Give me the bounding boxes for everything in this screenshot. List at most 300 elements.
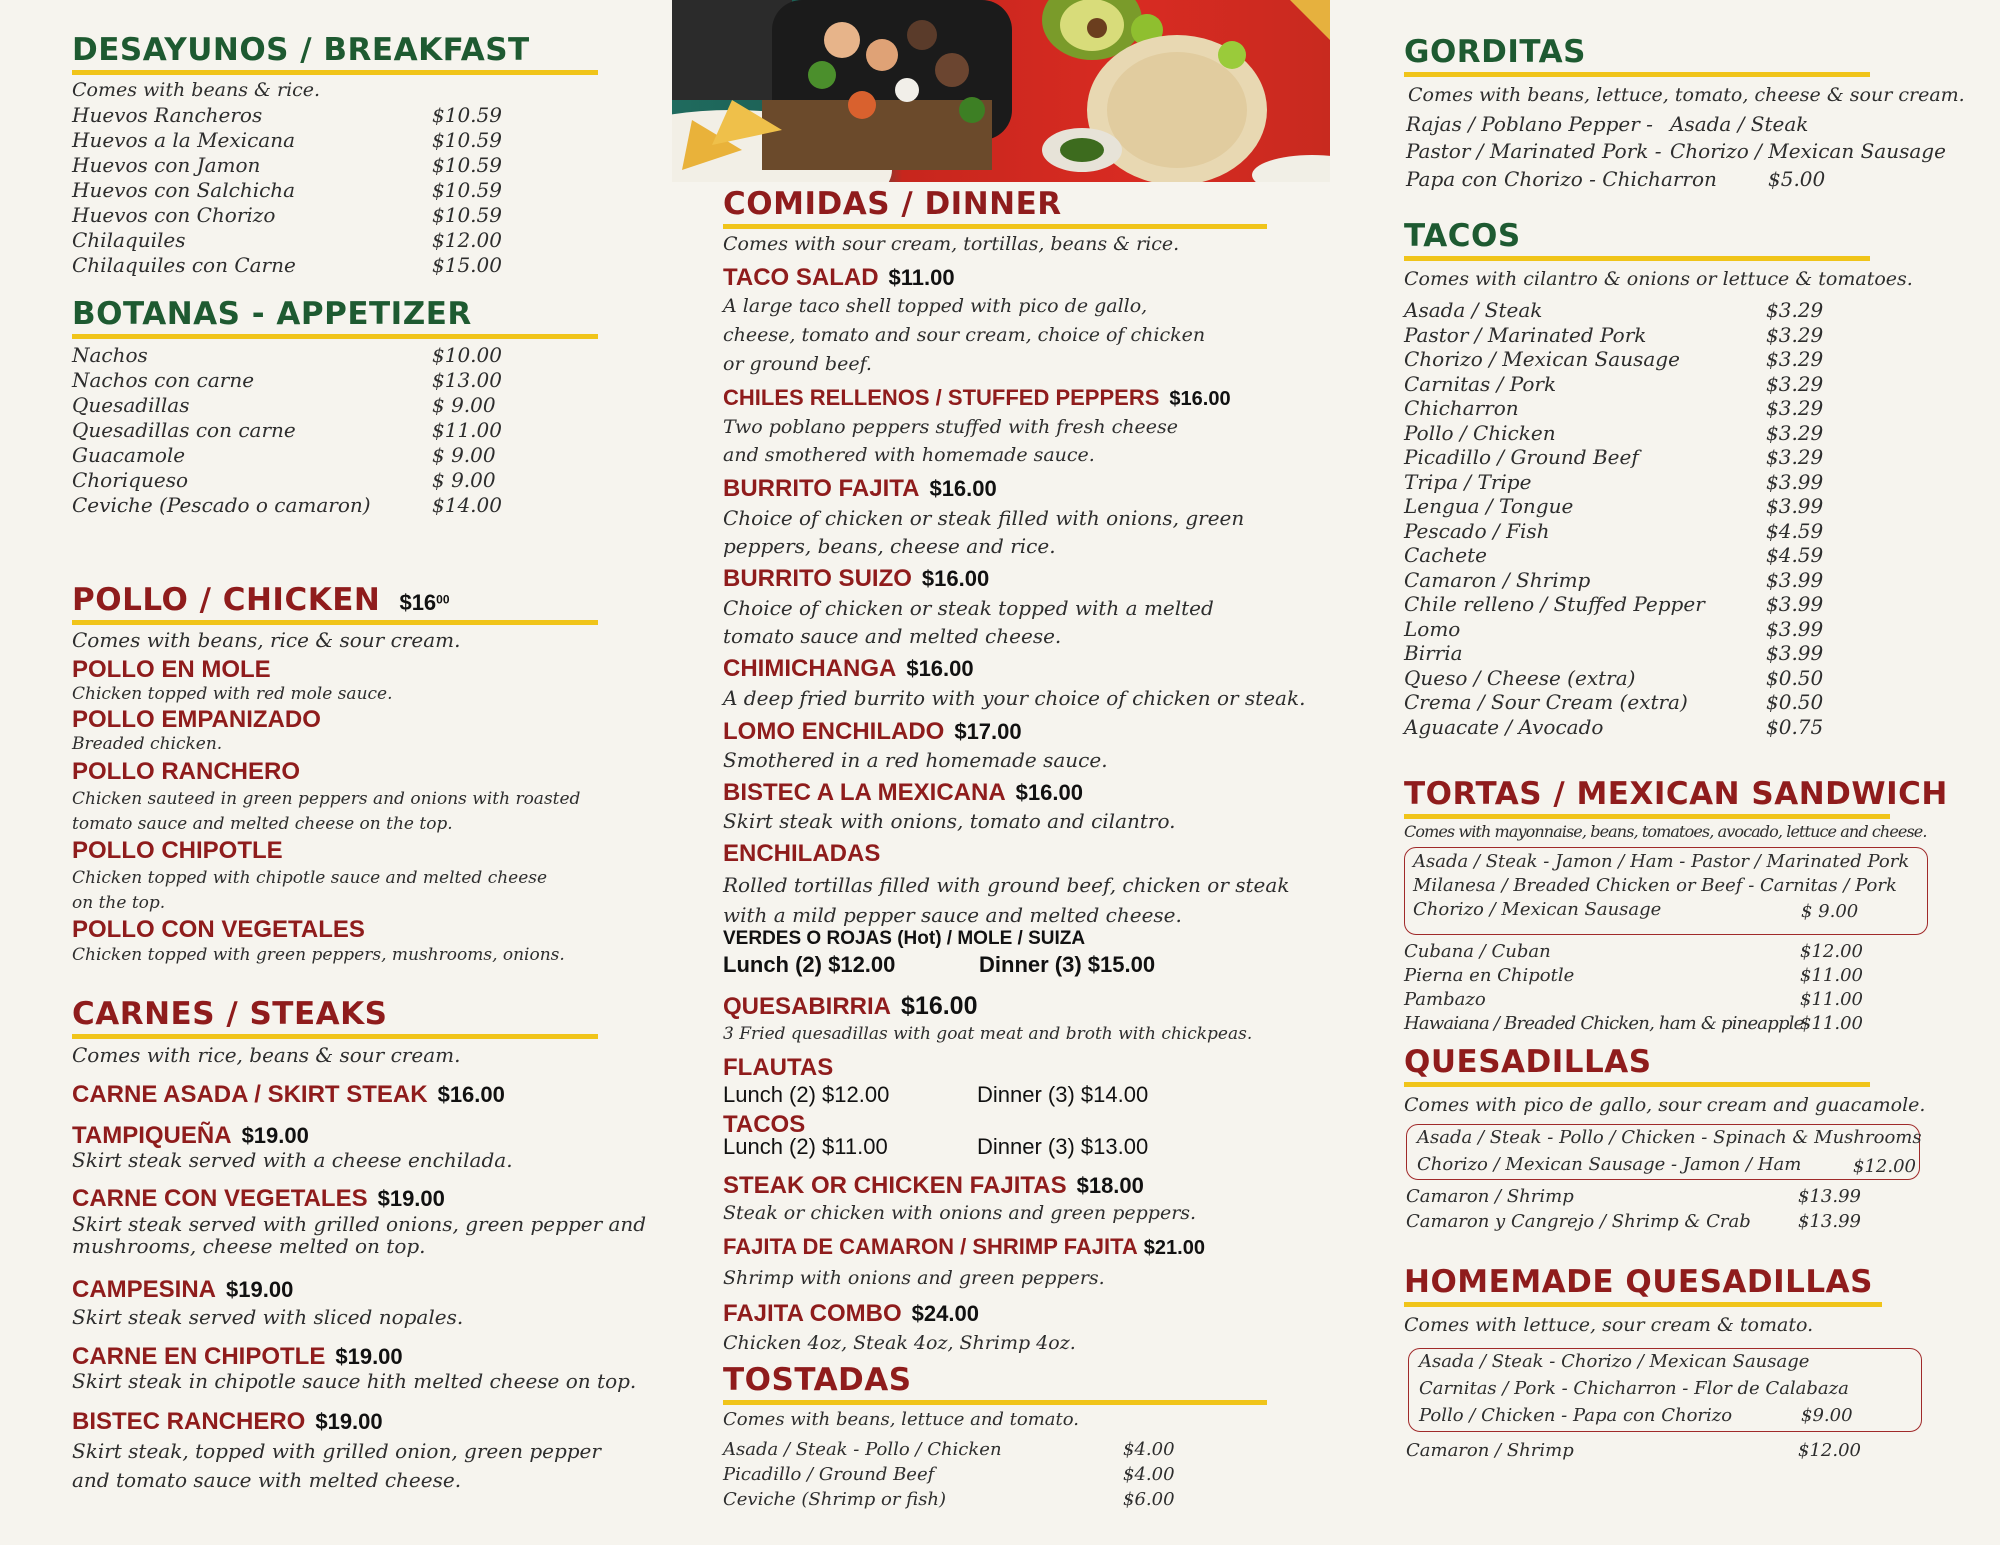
dish-desc: Choice of chicken or steak filled with onions, green	[723, 506, 1245, 530]
item-price: $10.59	[432, 103, 502, 127]
homemade-box	[1408, 1348, 1922, 1432]
dish-name: TACO SALAD	[723, 264, 879, 291]
tacos-prices	[723, 1134, 1343, 1161]
item-name: Choriqueso	[72, 468, 189, 492]
item-name: Huevos con Chorizo	[72, 203, 276, 227]
dish-name: BURRITO SUIZO	[723, 565, 912, 592]
dish-desc: or ground beef.	[723, 353, 872, 375]
dish-price: $16.00	[437, 1082, 505, 1107]
dish-price: $16.00	[901, 992, 978, 1020]
dish-name: CARNE CON VEGETALES	[72, 1185, 368, 1212]
item-name: Pollo / Chicken	[1404, 420, 1556, 445]
item-price: $0.75	[1766, 714, 1824, 739]
chicken-heading	[72, 582, 598, 618]
dish-desc: Chicken topped with chipotle sauce and melted cheese	[72, 868, 548, 888]
dish-name: CHIMICHANGA	[723, 655, 897, 682]
dish-price: $19.00	[226, 1277, 294, 1302]
item-price: $4.00	[1123, 1439, 1175, 1460]
steaks-title: CARNES / STEAKS	[72, 996, 388, 1032]
dish-name: BISTEC RANCHERO	[72, 1408, 306, 1435]
appetizer-section	[72, 296, 598, 518]
list-item	[1404, 617, 1964, 642]
list-item	[72, 468, 598, 493]
list-item	[1404, 987, 1964, 1011]
dish-desc: Skirt steak with onions, tomato and cilantro.	[723, 809, 1176, 833]
item-name: Huevos a la Mexicana	[72, 128, 295, 152]
item-price: $11.00	[1800, 965, 1863, 986]
item-price: $11.00	[432, 418, 502, 442]
list-item	[1406, 1438, 1966, 1463]
flautas-prices	[723, 1082, 1343, 1109]
dish-desc: cheese, tomato and sour cream, choice of chicken	[723, 324, 1206, 346]
item-name: Tripa / Tripe	[1404, 469, 1532, 494]
dinner-price: Dinner (3) $15.00	[979, 952, 1156, 977]
list-item	[1404, 641, 1964, 666]
item-name: Ceviche (Shrimp or fish)	[723, 1489, 947, 1510]
list-item	[1404, 715, 1964, 740]
item-name: Chorizo / Mexican Sausage	[1670, 139, 1946, 163]
tostadas-note: Comes with beans, lettuce and tomato.	[723, 1409, 1080, 1430]
list-item	[72, 153, 598, 178]
list-item	[1404, 445, 1964, 470]
dish-name: POLLO EMPANIZADO	[72, 706, 321, 733]
dish-price: $19.00	[335, 1344, 403, 1369]
dish-desc: with a mild pepper sauce and melted cheese.	[723, 903, 1182, 927]
food-photo	[672, 0, 1330, 182]
item-name: Quesadillas con carne	[72, 418, 296, 442]
homemade-rule	[1404, 1302, 1882, 1307]
dish-title	[72, 1342, 632, 1371]
breakfast-note: Comes with beans & rice.	[72, 79, 321, 101]
item-price: $13.99	[1798, 1186, 1861, 1207]
item-name: Pescado / Fish	[1404, 518, 1550, 543]
gorditas-line	[1406, 167, 1966, 195]
dish-price: $17.00	[954, 719, 1022, 744]
dish-price: $16.00	[906, 656, 974, 681]
dish-name: CARNE ASADA / SKIRT STEAK	[72, 1081, 428, 1108]
food-photo-art	[672, 0, 1330, 182]
dish-name: BISTEC A LA MEXICANA	[723, 779, 1006, 806]
box-line: Asada / Steak - Jamon / Ham - Pastor / Marinated Pork	[1413, 851, 1910, 872]
item-price: $13.99	[1798, 1211, 1861, 1232]
item-price: $10.00	[432, 343, 502, 367]
breakfast-list	[72, 103, 598, 278]
dish-desc: Smothered in a red homemade sauce.	[723, 748, 1108, 772]
dish-name: CARNE EN CHIPOTLE	[72, 1343, 326, 1370]
dish-price: $16.00	[921, 566, 990, 591]
item-name: Crema / Sour Cream (extra)	[1404, 690, 1688, 714]
list-item	[72, 253, 598, 278]
dish-title	[723, 1171, 1343, 1200]
enchilada-prices	[723, 950, 1343, 980]
item-name: Pastor / Marinated Pork	[1404, 322, 1647, 347]
dish-title	[723, 263, 1343, 292]
box-line: Pollo / Chicken - Papa con Chorizo	[1419, 1405, 1733, 1426]
quesadillas-note: Comes with pico de gallo, sour cream and guacamole.	[1404, 1094, 1926, 1116]
dish-price: $16.00	[929, 476, 997, 501]
dish-title	[72, 1407, 632, 1436]
gorditas-note: Comes with beans, lettuce, tomato, cheese & sour cream.	[1408, 84, 1965, 106]
dish-price: $19.00	[315, 1409, 383, 1434]
tacos-title: TACOS	[1404, 218, 1521, 254]
breakfast-title: DESAYUNOS / BREAKFAST	[72, 32, 530, 68]
tortas-rule	[1404, 814, 1890, 819]
dish-desc: and tomato sauce with melted cheese.	[72, 1468, 462, 1492]
item-price: $3.29	[1766, 322, 1824, 347]
dish-desc: mushrooms, cheese melted on top.	[72, 1234, 426, 1258]
dish-desc: Skirt steak in chipotle sauce hith melted cheese on top.	[72, 1369, 637, 1393]
quesadillas-box	[1406, 1124, 1920, 1180]
breakfast-section	[72, 32, 598, 278]
item-price: $10.59	[432, 203, 502, 227]
list-item	[1404, 298, 1964, 323]
dish-name: POLLO RANCHERO	[72, 758, 300, 785]
dish-name: CAMPESINA	[72, 1276, 217, 1303]
dish-name: POLLO CON VEGETALES	[72, 916, 365, 943]
item-price: $ 9.00	[432, 393, 496, 417]
dinner-price: Dinner (3) $13.00	[977, 1134, 1149, 1159]
tacos-rule	[1404, 256, 1870, 261]
homemade-section	[1404, 1264, 1964, 1463]
dish-desc: Rolled tortillas filled with ground beef, chicken or steak	[723, 873, 1290, 897]
tostadas-rule	[723, 1400, 1267, 1405]
item-price: $3.29	[1766, 445, 1824, 469]
box-price: $12.00	[1853, 1156, 1916, 1177]
dish-name: FAJITA COMBO	[723, 1300, 902, 1327]
item-name: Rajas / Poblano Pepper -	[1406, 112, 1653, 136]
dish-desc: Skirt steak served with grilled onions, green pepper and	[72, 1212, 647, 1236]
gorditas-rule	[1404, 72, 1870, 77]
homemade-title: HOMEMADE QUESADILLAS	[1404, 1264, 1873, 1300]
dish-title	[72, 1080, 632, 1109]
dinner-section	[723, 186, 1343, 1358]
item-price: $3.29	[1766, 347, 1824, 371]
item-name: Huevos con Salchicha	[72, 178, 296, 202]
list-item	[72, 103, 598, 128]
item-price: $12.00	[432, 228, 502, 252]
list-item	[1404, 543, 1964, 568]
item-name: Lengua / Tongue	[1404, 494, 1574, 518]
dinner-note: Comes with sour cream, tortillas, beans & rice.	[723, 233, 1180, 255]
homemade-box-wrap	[1404, 1338, 1964, 1430]
dish-desc: Chicken 4oz, Steak 4oz, Shrimp 4oz.	[723, 1332, 1076, 1354]
chicken-title: POLLO / CHICKEN	[72, 582, 381, 618]
item-name: Cachete	[1404, 543, 1488, 567]
item-name: Papa con Chorizo - Chicharron	[1406, 167, 1717, 191]
item-name: Chile relleno / Stuffed Pepper	[1404, 592, 1705, 616]
dish-desc: Chicken sauteed in green peppers and onions with roasted	[72, 789, 581, 809]
item-price: $10.59	[432, 153, 502, 177]
dish-desc: and smothered with homemade sauce.	[723, 444, 1095, 466]
item-name: Pastor / Marinated Pork -	[1406, 139, 1662, 163]
item-name: Guacamole	[72, 443, 186, 467]
quesadillas-title: QUESADILLAS	[1404, 1044, 1652, 1080]
dish-price: $18.00	[1076, 1173, 1144, 1198]
gorditas-section	[1404, 34, 1964, 195]
item-price: $3.99	[1766, 641, 1824, 665]
lunch-price: Lunch (2) $11.00	[723, 1134, 888, 1159]
tacos-section	[1404, 218, 1964, 739]
item-price: $4.59	[1766, 543, 1824, 567]
item-price: $3.99	[1766, 494, 1824, 518]
list-item	[723, 1487, 1283, 1512]
box-price: $ 9.00	[1801, 901, 1859, 922]
item-name: Camaron / Shrimp	[1406, 1440, 1574, 1461]
item-name: Picadillo / Ground Beef	[723, 1464, 935, 1485]
dish-name: FAJITA DE CAMARON / SHRIMP FAJITA	[723, 1234, 1138, 1259]
dish-desc: Chicken topped with red mole sauce.	[72, 684, 393, 704]
list-item	[72, 203, 598, 228]
chicken-rule	[72, 620, 598, 625]
item-price: $4.59	[1766, 518, 1824, 543]
item-price: $11.00	[1800, 1013, 1863, 1034]
dish-price: $11.00	[888, 265, 955, 290]
gorditas-line	[1406, 139, 1966, 167]
dish-desc: peppers, beans, cheese and rice.	[723, 534, 1056, 558]
list-item	[1404, 494, 1964, 519]
gorditas-line	[1406, 112, 1966, 139]
list-item	[1406, 1184, 1966, 1209]
tortas-title: TORTAS / MEXICAN SANDWICH	[1404, 776, 1948, 812]
list-item	[1404, 690, 1964, 715]
list-item	[723, 1462, 1283, 1487]
chicken-price: $16	[399, 590, 437, 615]
item-price: $14.00	[432, 493, 502, 517]
dish-price: $16.00	[1169, 388, 1231, 410]
dish-price: $24.00	[911, 1301, 979, 1326]
item-name: Aguacate / Avocado	[1404, 714, 1604, 739]
list-item	[72, 343, 598, 368]
list-item	[72, 418, 598, 443]
dish-desc: on the top.	[72, 893, 166, 913]
item-name: Nachos	[72, 343, 148, 367]
dish-title	[723, 992, 1343, 1021]
dish-desc: Shrimp with onions and green peppers.	[723, 1267, 1105, 1289]
dish-name: TACOS	[723, 1111, 806, 1138]
item-name: Carnitas / Pork	[1404, 371, 1557, 396]
list-item	[1404, 519, 1964, 544]
dish-name: POLLO EN MOLE	[72, 656, 271, 683]
dish-title	[723, 564, 1343, 593]
dish-desc: Two poblano peppers stuffed with fresh cheese	[723, 416, 1178, 438]
list-item	[1404, 568, 1964, 593]
dish-desc: Skirt steak, topped with grilled onion, green pepper	[72, 1439, 601, 1463]
list-item	[1404, 592, 1964, 617]
quesadillas-box-wrap	[1404, 1118, 1964, 1184]
box-line: Chorizo / Mexican Sausage	[1413, 899, 1662, 920]
box-price: $9.00	[1801, 1405, 1853, 1426]
dinner-rule	[723, 224, 1267, 229]
dish-name: POLLO CHIPOTLE	[72, 837, 283, 864]
dish-desc: Breaded chicken.	[72, 734, 223, 754]
list-item	[1406, 1209, 1966, 1234]
item-price: $ 9.00	[432, 468, 496, 492]
item-price: $10.59	[432, 178, 502, 202]
dish-title	[723, 1232, 1343, 1263]
list-item	[72, 128, 598, 153]
steaks-rule	[72, 1034, 598, 1039]
chicken-price-cents: 00	[436, 592, 450, 607]
tostadas-title: TOSTADAS	[723, 1362, 912, 1398]
tortas-box	[1404, 847, 1928, 935]
item-price: $6.00	[1123, 1489, 1175, 1510]
gorditas-title: GORDITAS	[1404, 34, 1586, 70]
item-price: $3.29	[1766, 420, 1824, 445]
tortas-box-wrap	[1404, 843, 1964, 939]
item-price: $3.99	[1766, 469, 1824, 494]
list-item	[1404, 939, 1964, 963]
item-name: Nachos con carne	[72, 368, 255, 392]
item-name: Birria	[1404, 641, 1463, 665]
appetizer-title: BOTANAS - APPETIZER	[72, 296, 472, 332]
list-item	[1404, 666, 1964, 691]
dish-title	[723, 1299, 1343, 1328]
item-name: Pierna en Chipotle	[1404, 965, 1575, 986]
item-name: Camaron y Cangrejo / Shrimp & Crab	[1406, 1211, 1751, 1232]
list-item	[72, 443, 598, 468]
item-name: Queso / Cheese (extra)	[1404, 665, 1636, 690]
item-price: $0.50	[1766, 690, 1824, 714]
list-item	[1404, 372, 1964, 397]
dish-name: LOMO ENCHILADO	[723, 718, 945, 745]
dish-title	[723, 474, 1343, 503]
item-name: Chilaquiles	[72, 228, 186, 252]
list-item	[1404, 421, 1964, 446]
item-name: Hawaiana / Breaded Chicken, ham & pineapple	[1404, 1013, 1804, 1034]
item-price: $ 9.00	[432, 443, 496, 467]
dish-title	[723, 717, 1343, 746]
dish-title	[72, 1121, 632, 1150]
list-item	[723, 1437, 1283, 1462]
appetizer-rule	[72, 334, 598, 339]
steaks-note: Comes with rice, beans & sour cream.	[72, 1043, 461, 1067]
item-price: $3.29	[1766, 371, 1824, 396]
lunch-price: Lunch (2) $12.00	[723, 952, 896, 977]
lunch-price: Lunch (2) $12.00	[723, 1082, 890, 1107]
item-name: Huevos con Jamon	[72, 153, 261, 177]
dish-price: $19.00	[377, 1186, 445, 1211]
dish-desc: Steak or chicken with onions and green peppers.	[723, 1202, 1197, 1224]
item-price: $3.99	[1766, 592, 1824, 616]
list-item	[1404, 396, 1964, 421]
box-line: Asada / Steak - Pollo / Chicken - Spinach & Mushrooms	[1417, 1127, 1922, 1148]
dish-title	[723, 778, 1343, 807]
chicken-section	[72, 582, 598, 966]
list-item	[72, 493, 598, 518]
item-price: $0.50	[1766, 665, 1824, 690]
dish-desc: Chicken topped with green peppers, mushrooms, onions.	[72, 945, 565, 965]
tacos-note: Comes with cilantro & onions or lettuce & tomatoes.	[1404, 268, 1913, 290]
tacos-list	[1404, 298, 1964, 739]
item-name: Chorizo / Mexican Sausage	[1404, 347, 1680, 371]
item-price: $12.00	[1798, 1440, 1861, 1461]
dish-desc: Skirt steak served with sliced nopales.	[72, 1305, 464, 1329]
breakfast-rule	[72, 70, 598, 75]
dish-title	[72, 1275, 632, 1304]
enchilada-options: VERDES O ROJAS (Hot) / MOLE / SUIZA	[723, 928, 1086, 949]
list-item	[1404, 470, 1964, 495]
item-name: Asada / Steak	[1404, 298, 1543, 322]
item-name: Ceviche (Pescado o camaron)	[72, 493, 371, 517]
item-name: Lomo	[1404, 616, 1461, 641]
item-name: Asada / Steak	[1670, 112, 1809, 136]
list-item	[72, 228, 598, 253]
item-name: Picadillo / Ground Beef	[1404, 445, 1639, 469]
list-item	[1404, 323, 1964, 348]
item-price: $3.99	[1766, 567, 1824, 592]
dish-title	[723, 383, 1343, 414]
dish-desc: A deep fried burrito with your choice of chicken or steak.	[723, 686, 1306, 710]
list-item	[1404, 963, 1964, 987]
quesadillas-rule	[1404, 1082, 1870, 1087]
dish-name: STEAK OR CHICKEN FAJITAS	[723, 1172, 1067, 1199]
dish-name: TAMPIQUEÑA	[72, 1122, 232, 1149]
box-line: Milanesa / Breaded Chicken or Beef - Carnitas / Pork	[1413, 875, 1897, 896]
dish-desc: tomato sauce and melted cheese on the top.	[72, 814, 453, 834]
dish-desc: A large taco shell topped with pico de gallo,	[723, 295, 1148, 317]
dinner-title: COMIDAS / DINNER	[723, 186, 1062, 222]
item-price: $12.00	[1800, 941, 1863, 962]
dish-name: BURRITO FAJITA	[723, 475, 920, 502]
dish-price: $21.00	[1143, 1237, 1205, 1259]
item-price: $3.29	[1766, 298, 1824, 322]
list-item	[1404, 1011, 1964, 1035]
item-name: Quesadillas	[72, 393, 190, 417]
dish-title	[72, 1184, 632, 1213]
quesadillas-section	[1404, 1044, 1964, 1234]
item-name: Chicharron	[1404, 396, 1519, 420]
dish-name: CHILES RELLENOS / STUFFED PEPPERS	[723, 385, 1160, 410]
item-name: Huevos Rancheros	[72, 103, 263, 127]
box-line: Carnitas / Pork - Chicharron - Flor de Calabaza	[1419, 1378, 1849, 1399]
dish-desc: Skirt steak served with a cheese enchilada.	[72, 1148, 513, 1172]
box-line: Chorizo / Mexican Sausage - Jamon / Ham	[1417, 1154, 1802, 1175]
list-item	[72, 368, 598, 393]
dish-name: FLAUTAS	[723, 1054, 834, 1081]
item-price: $11.00	[1800, 989, 1863, 1010]
item-name: Cubana / Cuban	[1404, 941, 1551, 962]
item-price: $3.29	[1766, 396, 1824, 420]
item-price: $15.00	[432, 253, 502, 277]
box-line: Asada / Steak - Chorizo / Mexican Sausage	[1419, 1351, 1810, 1372]
chicken-note: Comes with beans, rice & sour cream.	[72, 628, 461, 652]
list-item	[72, 178, 598, 203]
steaks-section	[72, 996, 647, 1494]
dish-name: ENCHILADAS	[723, 840, 881, 867]
dish-desc: tomato sauce and melted cheese.	[723, 624, 1062, 648]
item-name: Asada / Steak - Pollo / Chicken	[723, 1439, 1002, 1460]
homemade-note: Comes with lettuce, sour cream & tomato.	[1404, 1314, 1814, 1336]
item-price: $13.00	[432, 368, 502, 392]
item-price: $3.99	[1766, 616, 1824, 641]
list-item	[72, 393, 598, 418]
dish-title	[723, 654, 1343, 683]
dish-desc: 3 Fried quesadillas with goat meat and broth with chickpeas.	[723, 1024, 1253, 1044]
item-price: $10.59	[432, 128, 502, 152]
item-name: Chilaquiles con Carne	[72, 253, 296, 277]
tostadas-section	[723, 1362, 1283, 1512]
dish-name: QUESABIRRIA	[723, 993, 892, 1020]
dish-desc: Choice of chicken or steak topped with a melted	[723, 596, 1214, 620]
tortas-note: Comes with mayonnaise, beans, tomatoes, avocado, lettuce and cheese.	[1404, 822, 1927, 841]
item-name: Camaron / Shrimp	[1406, 1186, 1574, 1207]
appetizer-list	[72, 343, 598, 518]
item-price: $4.00	[1123, 1464, 1175, 1485]
dish-price: $19.00	[241, 1123, 309, 1148]
item-name: Camaron / Shrimp	[1404, 567, 1591, 592]
item-name: Pambazo	[1404, 989, 1486, 1010]
tortas-section	[1404, 776, 1964, 1035]
